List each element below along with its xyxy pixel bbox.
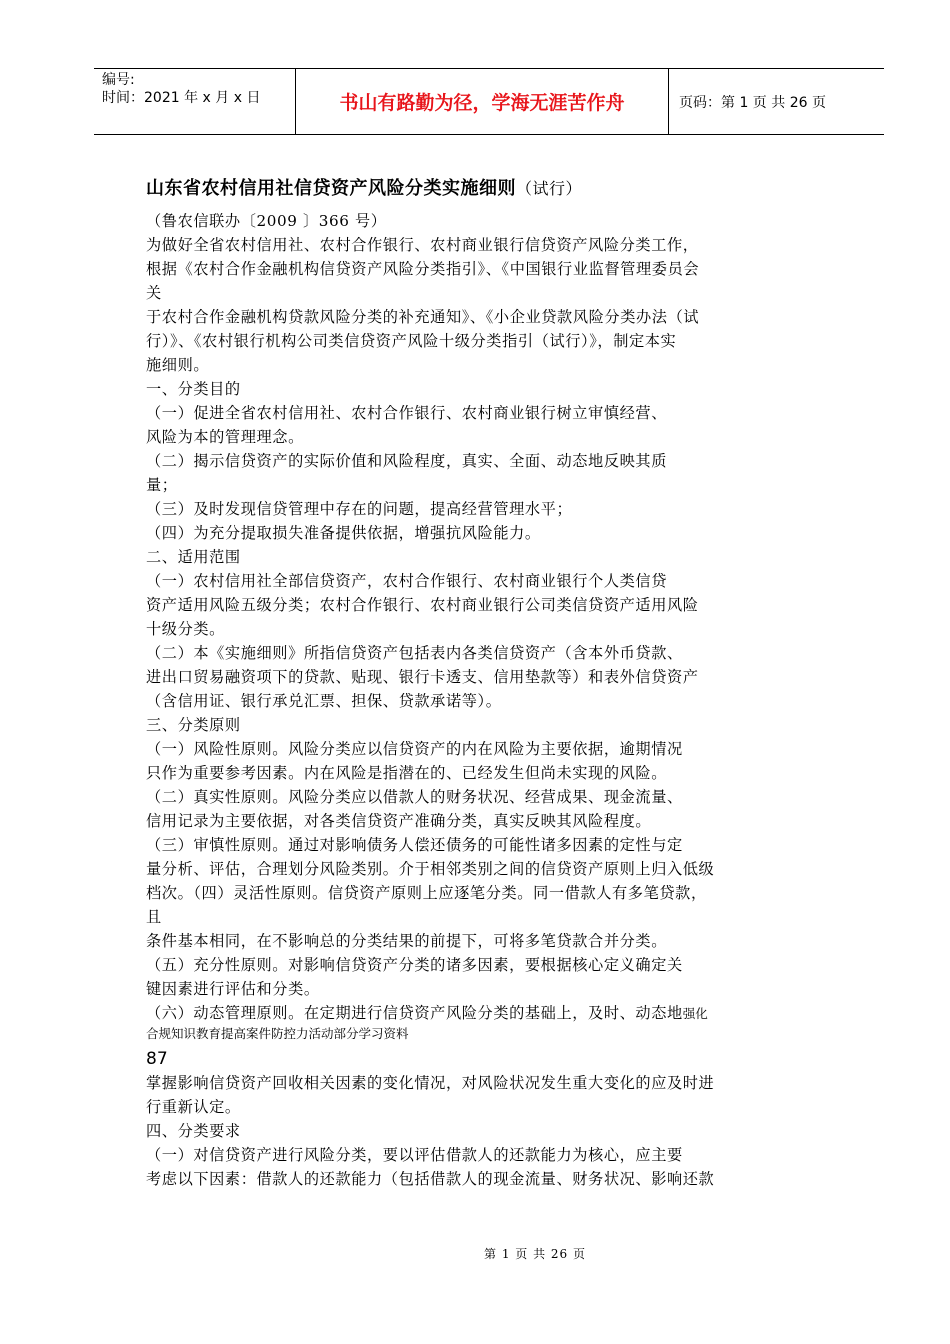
text-line: 键因素进行评估和分类。 bbox=[146, 980, 320, 998]
text-line: （一）对信贷资产进行风险分类，要以评估借款人的还款能力为核心，应主要 bbox=[146, 1146, 683, 1164]
text-line: （二）揭示信贷资产的实际价值和风险程度，真实、全面、动态地反映其质 bbox=[146, 452, 667, 470]
text-line: （三）及时发现信贷管理中存在的问题，提高经营管理水平； bbox=[146, 500, 573, 518]
text-line: 一、分类目的 bbox=[146, 380, 241, 398]
text-line: 关 bbox=[146, 284, 162, 302]
text-line: 三、分类原则 bbox=[146, 716, 241, 734]
text-line: 量； bbox=[146, 476, 178, 494]
text-line: 四、分类要求 bbox=[146, 1122, 241, 1140]
text-line: （含信用证、银行承兑汇票、担保、贷款承诺等）。 bbox=[146, 692, 502, 710]
text-line: 十级分类。 bbox=[146, 620, 225, 638]
text-line: （一）风险性原则。风险分类应以信贷资产的内在风险为主要依据，逾期情况 bbox=[146, 740, 683, 758]
text-line: （四）为充分提取损失准备提供依据，增强抗风险能力。 bbox=[146, 524, 541, 542]
text-line: （二）真实性原则。风险分类应以借款人的财务状况、经营成果、现金流量、 bbox=[146, 788, 683, 806]
text-line: 于农村合作金融机构贷款风险分类的补充通知》、《小企业贷款风险分类办法（试 bbox=[146, 308, 700, 326]
text-line: 87 bbox=[146, 1049, 168, 1069]
text-line: 只作为重要参考因素。内在风险是指潜在的、已经发生但尚未实现的风险。 bbox=[146, 764, 667, 782]
header-motto: 书山有路勤为径，学海无涯苦作舟 bbox=[296, 69, 669, 134]
page-footer bbox=[0, 1245, 950, 1262]
text-line: 掌握影响信贷资产回收相关因素的变化情况，对风险状况发生重大变化的应及时进 bbox=[146, 1074, 715, 1092]
text-line: （鲁农信联办〔2009 〕366 号） bbox=[146, 212, 387, 230]
text-line: 条件基本相同，在不影响总的分类结果的前提下，可将多笔贷款合并分类。 bbox=[146, 932, 667, 950]
text-line: 二、适用范围 bbox=[146, 548, 241, 566]
text-line: 行）》、《农村银行机构公司类信贷资产风险十级分类指引（试行）》，制定本实 bbox=[146, 332, 677, 350]
text-line: 为做好全省农村信用社、农村合作银行、农村商业银行信贷资产风险分类工作， bbox=[146, 236, 699, 254]
document-body bbox=[146, 209, 846, 1191]
time-label: 时间：2021 年 x 月 x 日 bbox=[102, 90, 261, 106]
text-line: （三）审慎性原则。通过对影响债务人偿还债务的可能性诸多因素的定性与定 bbox=[146, 836, 683, 854]
text-line: 信用记录为主要依据，对各类信贷资产准确分类，真实反映其风险程度。 bbox=[146, 812, 652, 830]
text-line: 资产适用风险五级分类；农村合作银行、农村商业银行公司类信贷资产适用风险 bbox=[146, 596, 699, 614]
footer-page: 第 1 页 共 26 页 bbox=[484, 1247, 586, 1261]
text-line: 进出口贸易融资项下的贷款、贴现、银行卡透支、信用垫款等）和表外信贷资产 bbox=[146, 668, 699, 686]
text-line: 量分析、评估，合理划分风险类别。介于相邻类别之间的信贷资产原则上归入低级 bbox=[146, 860, 715, 878]
title-main: 山东省农村信用社信贷资产风险分类实施细则 bbox=[146, 178, 516, 199]
header-page-info: 页码：第 1 页 共 26 页 bbox=[679, 94, 826, 111]
text-line: （一）农村信用社全部信贷资产，农村合作银行、农村商业银行个人类信贷 bbox=[146, 572, 667, 590]
text-line: 根据《农村合作金融机构信贷资产风险分类指引》、《中国银行业监督管理委员会 bbox=[146, 260, 700, 278]
header-meta bbox=[94, 69, 296, 134]
text-line: 合规知识教育提高案件防控力活动部分学习资料 bbox=[146, 1026, 409, 1041]
header-table bbox=[94, 68, 884, 135]
text-line: 且 bbox=[146, 908, 162, 926]
text-line: 施细则。 bbox=[146, 356, 210, 374]
document-title bbox=[146, 174, 582, 200]
text-line: （六）动态管理原则。在定期进行信贷资产风险分类的基础上，及时、动态地强化 bbox=[146, 1004, 708, 1022]
text-line: （一）促进全省农村信用社、农村合作银行、农村商业银行树立审慎经营、 bbox=[146, 404, 667, 422]
text-line: 档次。（四）灵活性原则。信贷资产原则上应逐笔分类。同一借款人有多笔贷款， bbox=[146, 884, 707, 902]
text-line: 考虑以下因素：借款人的还款能力（包括借款人的现金流量、财务状况、影响还款 bbox=[146, 1170, 715, 1188]
inline-small-text: 强化 bbox=[682, 1006, 708, 1021]
code-label: 编号: bbox=[102, 72, 135, 88]
text-line: 行重新认定。 bbox=[146, 1098, 241, 1116]
text-line: 风险为本的管理理念。 bbox=[146, 428, 304, 446]
title-suffix: （试行） bbox=[516, 179, 583, 198]
text-line: （五）充分性原则。对影响信贷资产分类的诸多因素，要根据核心定义确定关 bbox=[146, 956, 683, 974]
text-line: （二）本《实施细则》所指信贷资产包括表内各类信贷资产（含本外币贷款、 bbox=[146, 644, 683, 662]
